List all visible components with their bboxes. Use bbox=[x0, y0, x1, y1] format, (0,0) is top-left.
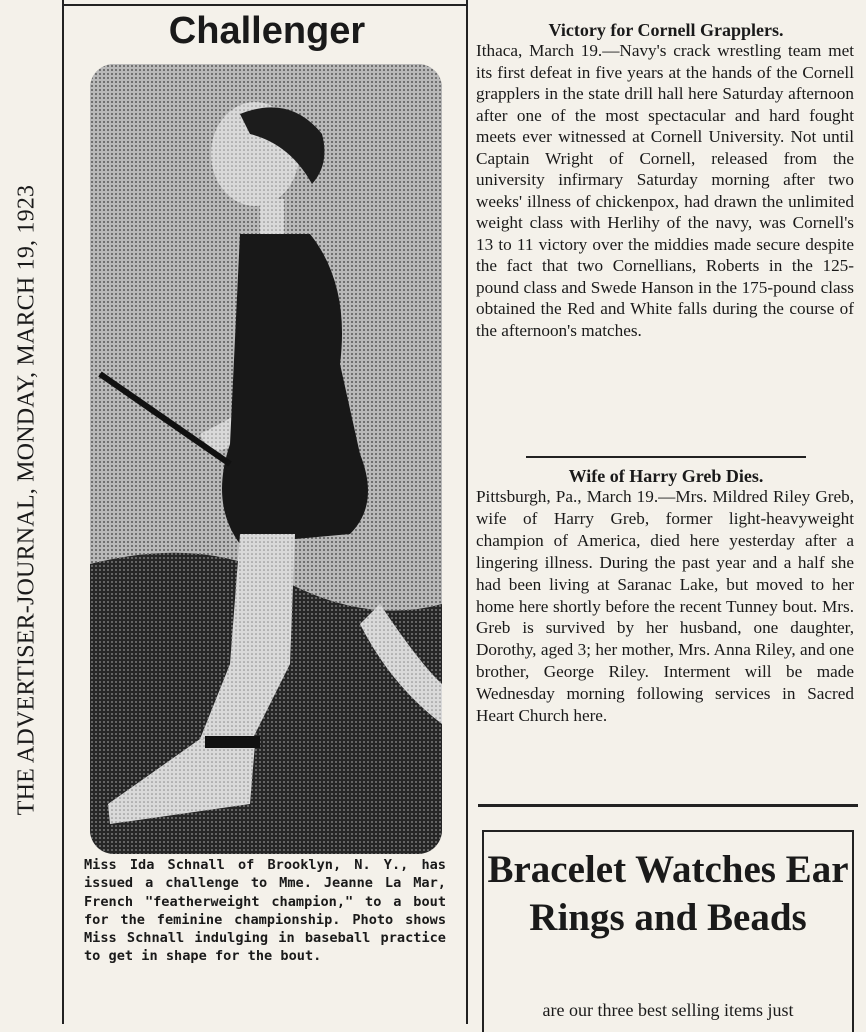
column-rule-middle bbox=[466, 0, 468, 1024]
masthead bbox=[0, 0, 54, 1024]
photo-illustration bbox=[90, 64, 442, 854]
cornell-article-body: Ithaca, March 19.—Navy's crack wrestling team met its first defeat in five years at the hands of the Cornell grapplers in the state drill hall here Saturday afternoon after one of the most spectacular and hard fought meets ever witnessed at Cornell University. Not until Captain Wright of Cornell, released from the university infirmary Saturday morning after two weeks' illness of chickenpox, had drawn the unlimited weight class with Herlihy of the navy, was Cornell's 13 to 11 victory over the middies made secure despite the fact that two Cornellians, Roberts in the 125-pound class and Swede Hanson in the 175-pound class obtained the Red and White falls during the course of the afternoon's matches. bbox=[476, 41, 854, 340]
section-divider bbox=[478, 804, 858, 807]
right-column bbox=[474, 0, 858, 1024]
cornell-headline: Victory for Cornell Grapplers. bbox=[548, 20, 784, 40]
masthead-text: THE ADVERTISER-JOURNAL, MONDAY, MARCH 19, 1923 bbox=[13, 184, 40, 816]
ad-body-text: are our three best selling items just bbox=[542, 1000, 794, 1020]
column-rule-left bbox=[62, 0, 64, 1024]
photo-caption: Miss Ida Schnall of Brooklyn, N. Y., has issued a challenge to Mme. Jeanne La Mar, French "featherweight champion," to a bout for the feminine championship. Photo shows Miss Schnall indulging in baseball practice to get in shape for the bout. bbox=[84, 857, 446, 965]
news-photo bbox=[90, 64, 442, 854]
ad-headline: Bracelet Watches Ear Rings and Beads bbox=[487, 848, 849, 939]
advertisement bbox=[482, 830, 854, 1032]
left-column bbox=[72, 0, 462, 1024]
challenger-headline: Challenger bbox=[168, 10, 366, 52]
article-divider bbox=[526, 456, 806, 458]
greb-headline: Wife of Harry Greb Dies. bbox=[568, 466, 764, 486]
greb-article-body: Pittsburgh, Pa., March 19.—Mrs. Mildred Riley Greb, wife of Harry Greb, former light-heavyweight champion of America, died here yesterday after a lingering illness. During the past year and a half she had been living at Saranac Lake, but moved to her home here shortly before the recent Tunney bout. Mrs. Greb is survived by her husband, one daughter, Dorothy, aged 3; her mother, Mrs. Anna Riley, and one brother, George Riley. Interment will be made Wednesday morning following services in Sacred Heart Church here. bbox=[476, 487, 854, 726]
